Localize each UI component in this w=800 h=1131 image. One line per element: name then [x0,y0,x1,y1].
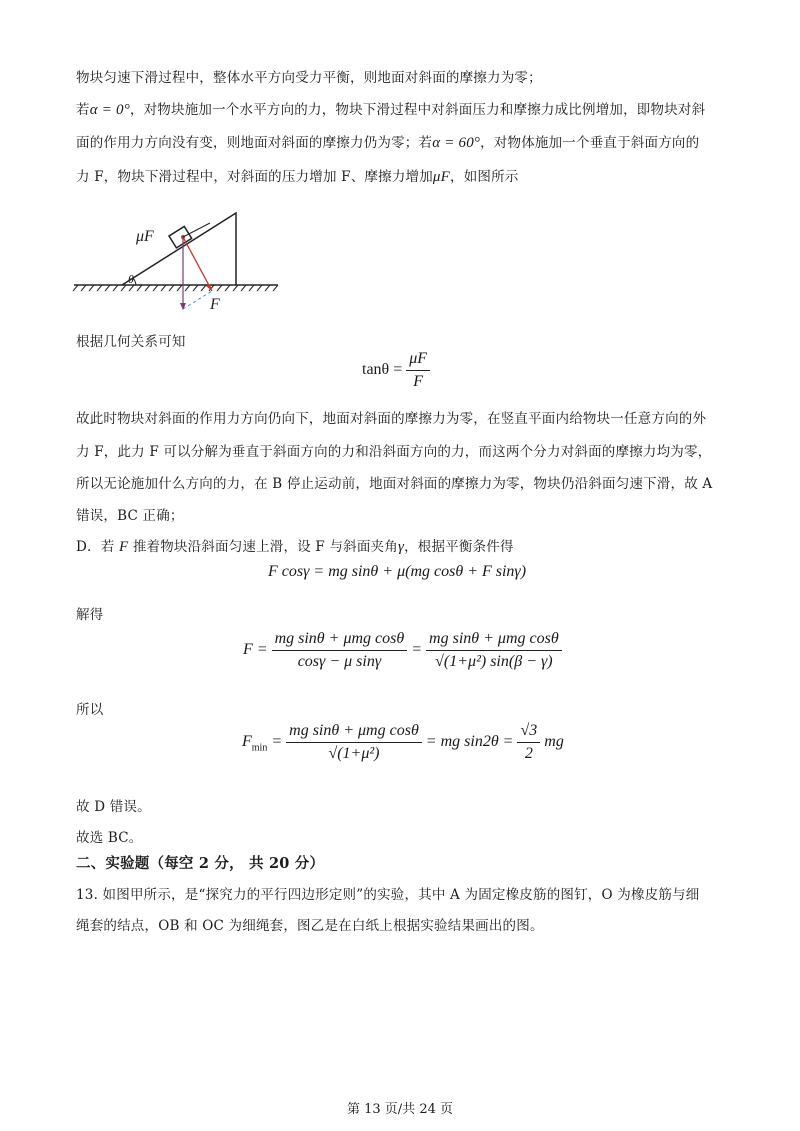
equation-tan [362,350,430,391]
fmin-mg: mg [544,733,564,751]
text-d-mid: 推着物块沿斜面匀速上滑，设 F 与斜面夹角 [132,539,398,555]
text-line-3-rest: ，对物体施加一个垂直于斜面方向的 [480,135,700,151]
f-numerator-2: mg sinθ + μmg cosθ [426,630,562,651]
text-line-4 [76,165,519,186]
f-fraction-2 [426,630,562,671]
f-denominator-2: √(1+μ²) sin(β − γ) [435,653,553,670]
f-eq-lhs: F = [243,641,268,659]
text-line-2 [76,98,705,119]
f-label: F [210,296,220,313]
page-footer: 第 13 页/共 24 页 [347,1102,453,1117]
f-eq-sign: = [411,641,423,659]
fmin-ratio-den: 2 [524,745,533,762]
incline-wedge [122,213,236,285]
tan-lhs: tanθ = [362,361,403,379]
section-heading: 二、实验题（每空 2 分， 共 20 分） [76,855,325,872]
text-line-4-start: 力 F，物块下滑过程中，对斜面的压力增加 F、摩擦力增加 [76,169,433,185]
fmin-numerator: mg sinθ + μmg cosθ [286,722,422,743]
text-solve: 解得 [76,607,104,623]
text-d-f: F [118,539,129,555]
equation-fmin [242,722,564,763]
text-choose: 故选 BC。 [76,830,143,846]
equation-f [243,630,562,671]
question-13-line-2: 绳套的结点，OB 和 OC 为细绳套，图乙是在白纸上根据实验结果画出的图。 [76,918,544,934]
text-if: 若 [76,102,90,118]
f-denominator-1: cosγ − μ sinγ [297,653,382,670]
theta-label: θ [128,272,134,286]
incline-force-diagram [70,205,290,317]
tan-numerator: μF [406,350,430,371]
mu-f-arrow [183,237,212,291]
text-d-start: D．若 [76,539,115,555]
fmin-f: F [242,733,252,751]
text-line-4-rest: ，如图所示 [450,169,519,185]
f-fraction-1 [272,630,408,671]
text-line-3-start: 面的作用力方向没有变，则地面对斜面的摩擦力仍为零；若 [76,135,433,151]
text-line-1: 物块匀速下滑过程中，整体水平方向受力平衡，则地面对斜面的摩擦力为零； [76,70,542,86]
dashed-line-2 [183,291,212,309]
fmin-fraction [286,722,422,763]
text-line-7: 所以无论施加什么方向的力，在 B 停止运动前，地面对斜面的摩擦力为零，物块仍沿斜面匀速下滑，故 A [76,476,713,492]
text-d-gamma: γ [397,539,405,555]
tan-fraction [406,350,430,391]
text-line-5: 故此时物块对斜面的作用力方向仍向下，地面对斜面的摩擦力为零，在竖直平面内给物块一任意方向的外 [76,411,707,427]
mu-f: μF [432,169,451,185]
f-numerator-1: mg sinθ + μmg cosθ [272,630,408,651]
mu-f-label: μF [136,228,154,245]
question-13-line-1: 13. 如图甲所示，是“探究力的平行四边形定则”的实验，其中 A 为固定橡皮筋的图钉，O 为橡皮筋与细 [76,887,700,903]
fmin-ratio [517,722,540,763]
ground-hatching [73,285,278,291]
fmin-eq: = [271,733,283,751]
text-d-end: ，根据平衡条件得 [404,539,514,555]
text-line-2-rest: ，对物块施加一个水平方向的力，物块下滑过程中对斜面压力和摩擦力成比例增加，即物块对斜 [129,102,706,118]
tan-denominator: F [413,373,424,390]
fmin-ratio-num: √3 [517,722,540,743]
fmin-sub: min [251,742,268,754]
block [169,226,192,247]
equation-balance: F cosγ = mg sinθ + μ(mg cosθ + F sinγ) [268,563,527,580]
alpha-zero: α = 0° [89,102,130,118]
fmin-mid: = mg sin2θ = [425,733,514,751]
text-line-8: 错误，BC 正确； [76,508,184,524]
text-line-d [76,535,514,556]
text-line-3 [76,131,699,152]
fmin-denominator: √(1+μ²) [328,745,380,762]
text-wrong-d: 故 D 错误。 [76,799,151,815]
alpha-sixty: α = 60° [432,135,481,151]
text-line-6: 力 F，此力 F 可以分解为垂直于斜面方向的力和沿斜面方向的力，而这两个分力对斜面的摩擦力均为零， [76,444,712,460]
text-so: 所以 [76,702,104,718]
text-geometry: 根据几何关系可知 [76,334,186,350]
